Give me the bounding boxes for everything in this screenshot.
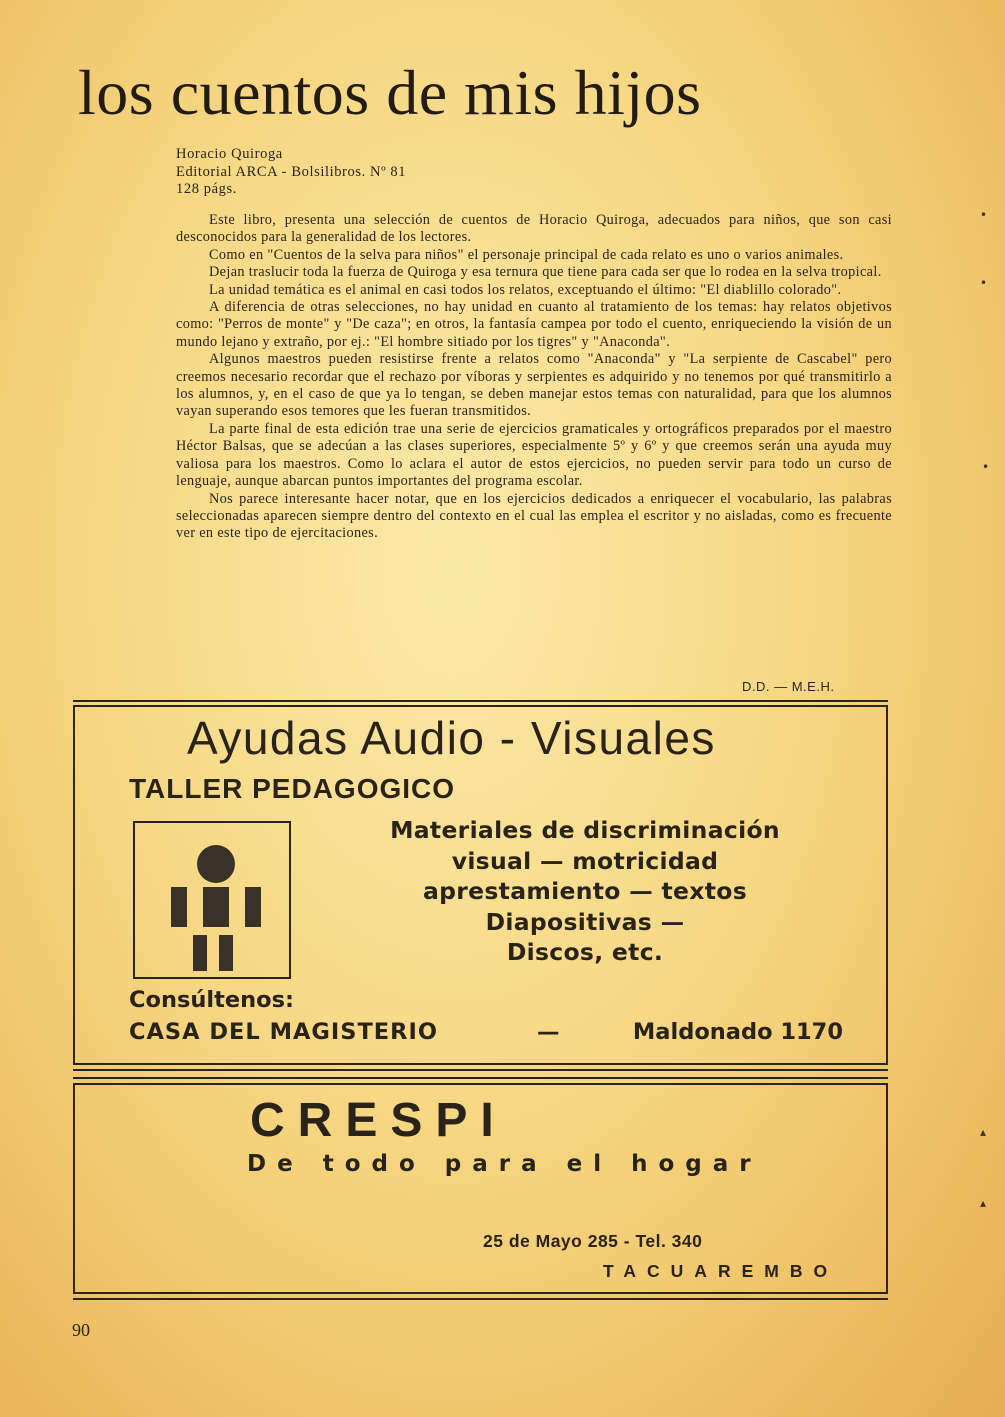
book-metadata — [176, 146, 406, 199]
logo-block — [219, 935, 233, 971]
services-list — [365, 815, 805, 968]
book-publisher: Editorial ARCA - Bolsilibros. Nº 81 — [176, 163, 407, 180]
review-paragraph: A diferencia de otras selecciones, no hay unidad en cuanto al tratamiento de los temas: hay relatos objetivos como: "Perros de monte" y "De caza"; en otros, la fantasía campea por todo el cuento, enriqueciendo la visión de un mundo lejano y extraño, por ej.: "El hombre sitiado por los tigres" y "Anaconda". — [176, 299, 892, 350]
divider — [73, 1298, 888, 1300]
margin-mark: • — [980, 208, 988, 222]
crespi-ad — [73, 1083, 888, 1294]
review-paragraph: Algunos maestros pueden resistirse frente a relatos como "Anaconda" y "La serpiente de Cascabel" pero creemos necesario recordar que el rechazo por víboras y serpientes es adquirido y no tenemos por qué transmitirlo a los alumnos, y, en el caso de que ya lo tengan, se deben manejar estos temas con naturalidad, para que los alumnos vayan superando esos temores que les fueran transmitidos. — [176, 351, 892, 420]
crespi-tagline: De todo para el hogar — [247, 1151, 762, 1177]
logo-block — [171, 887, 187, 927]
service-line: Diapositivas — — [485, 907, 685, 936]
margin-mark: • — [980, 276, 988, 290]
book-author: Horacio Quiroga — [176, 146, 283, 162]
logo-block — [245, 887, 261, 927]
logo-block — [203, 887, 229, 927]
divider — [73, 700, 888, 702]
crespi-city: TACUAREMBO — [603, 1261, 839, 1281]
review-paragraph: La parte final de esta edición trae una serie de ejercicios gramaticales y ortográficos preparados por el maestro Héctor Balsas, que se adecúan a las clases superiores, especialmente 5º y 6º y que creemos serán una ayuda muy valiosa para los maestros. Como lo aclara el autor de estos ejercicios, no pueden servir para todo un curso de lenguaje, aunque abarcan puntos importantes del programa escolar. — [176, 420, 892, 490]
margin-mark: ▴ — [980, 1125, 987, 1139]
review-paragraph: Este libro, presenta una selección de cuentos de Horacio Quiroga, adecuados para niños, que son casi desconocidos para la generalidad de los lectores. — [176, 212, 892, 246]
service-line: Discos, etc. — [506, 938, 664, 966]
review-paragraph: Dejan traslucir toda la fuerza de Quiroga y esa ternura que tiene para cada ser que lo rodea en la selva tropical. — [209, 264, 882, 281]
review-signature: D.D. — M.E.H. — [742, 679, 835, 694]
book-pages: 128 págs. — [176, 181, 237, 197]
store-dash: — — [537, 1019, 560, 1045]
review-paragraph: Nos parece interesante hacer notar, que en los ejercicios dedicados a enriquecer el vocabulario, las palabras seleccionadas aparecen siempre dentro del contexto en el cual las emplea el escritor y no aisladas, como es frecuente ver en este tipo de ejercitaciones. — [176, 490, 892, 542]
article-title: los cuentos de mis hijos — [78, 57, 702, 128]
store-name: CASA DEL MAGISTERIO — [129, 1019, 438, 1045]
taller-logo — [133, 821, 291, 979]
margin-mark: ▴ — [980, 1196, 987, 1210]
service-line: visual — motricidad — [451, 846, 719, 875]
ad-subtitle: TALLER PEDAGOGICO — [129, 773, 456, 804]
divider — [73, 1069, 888, 1071]
ad-title: Ayudas Audio - Visuales — [187, 712, 716, 764]
service-line: Materiales de discriminación — [390, 816, 780, 844]
service-line: aprestamiento — textos — [422, 877, 748, 905]
review-paragraph: La unidad temática es el animal en casi todos los relatos, exceptuando el último: "El diablillo colorado". — [209, 281, 842, 298]
review-text — [176, 212, 892, 543]
logo-block — [193, 935, 207, 971]
review-paragraph: Como en "Cuentos de la selva para niños" el personaje principal de cada relato es uno o varios animales. — [209, 246, 844, 263]
page-number: 90 — [72, 1320, 90, 1340]
store-address: Maldonado 1170 — [632, 1019, 843, 1045]
consult-label: Consúltenos: — [129, 987, 294, 1013]
audio-visual-ad — [73, 705, 888, 1065]
crespi-name: CRESPI — [250, 1094, 507, 1147]
margin-mark: • — [982, 460, 990, 474]
divider — [73, 1077, 888, 1079]
crespi-address: 25 de Mayo 285 - Tel. 340 — [483, 1231, 703, 1251]
logo-circle — [197, 845, 235, 883]
